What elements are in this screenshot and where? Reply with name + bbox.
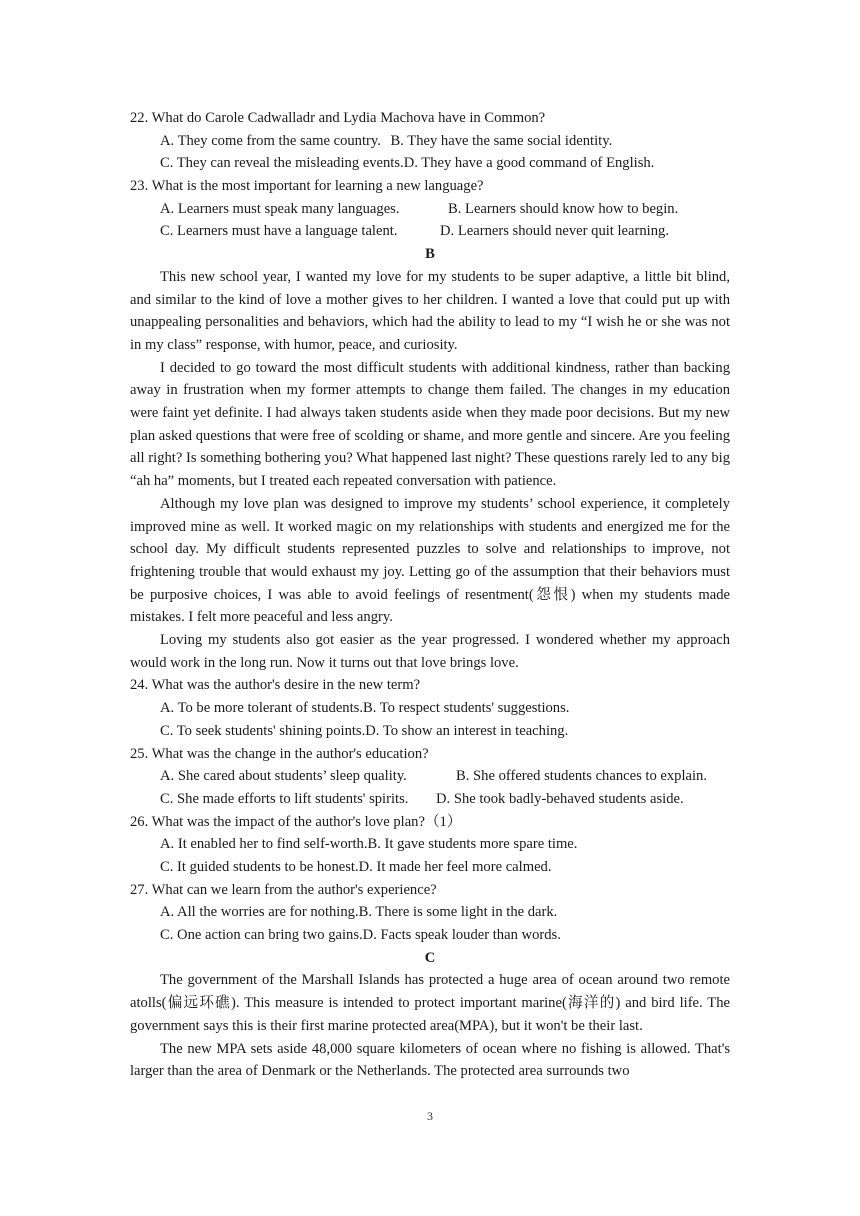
question-26-options-row-2 xyxy=(130,856,730,879)
question-25-option-c: C. She made efforts to lift students' spirits. xyxy=(160,790,409,807)
question-24-option-b: B. To respect students' suggestions. xyxy=(362,700,570,717)
question-23-option-a: A. Learners must speak many languages. xyxy=(160,200,400,217)
question-23-option-c: C. Learners must have a language talent. xyxy=(160,223,398,240)
question-27-option-b: B. There is some light in the dark. xyxy=(358,904,558,921)
question-25-options-row-1 xyxy=(130,765,730,788)
question-27-option-c: C. One action can bring two gains. xyxy=(160,927,363,944)
question-26-options-row-1 xyxy=(130,833,730,856)
question-24-option-a: A. To be more tolerant of students. xyxy=(160,700,363,717)
question-25-option-b: B. She offered students chances to explain. xyxy=(456,768,708,785)
question-23-options-row-2 xyxy=(130,220,730,243)
question-22-options-row-2 xyxy=(130,152,730,175)
question-24-options-row-2 xyxy=(130,720,730,743)
question-26-option-b: B. It gave students more spare time. xyxy=(367,836,578,853)
question-23-option-d: D. Learners should never quit learning. xyxy=(440,223,669,240)
page-number: 3 xyxy=(427,1109,433,1123)
passage-c-paragraph-1: The government of the Marshall Islands has protected a huge area of ocean around two remote atolls(偏远环礁). This measure is intended to protect important marine(海洋的) and bird life. The government says this is their first marine protected area(MPA), but it won't be their last. xyxy=(130,972,730,1034)
question-27-option-d: D. Facts speak louder than words. xyxy=(362,927,561,944)
question-25-stem: 25. What was the change in the author's education? xyxy=(130,745,429,762)
section-c-heading: C xyxy=(424,949,436,966)
question-23-options-row-1 xyxy=(130,198,730,221)
question-26-option-a: A. It enabled her to find self-worth. xyxy=(160,836,368,853)
question-24-stem: 24. What was the author's desire in the new term? xyxy=(130,677,421,694)
passage-c xyxy=(130,969,730,1083)
passage-b-paragraph-2: I decided to go toward the most difficult students with additional kindness, rather than backing away in frustration when my former attempts to change them failed. The changes in my education were faint yet definite. I had always taken students aside when they made poor decisions. But my new plan asked questions that were free of scolding or shame, and more gentle and sincere. Are you feeling all right? Is something bothering you? What happened last night? These questions rarely led to any big “ah ha” moments, but I treated each repeated conversation with patience. xyxy=(130,359,730,490)
page-content xyxy=(130,107,730,1083)
question-22-options-row-1 xyxy=(130,130,730,153)
question-22-option-b: B. They have the same social identity. xyxy=(390,132,613,149)
question-25-options-row-2 xyxy=(130,788,730,811)
question-22-option-d: D. They have a good command of English. xyxy=(403,155,655,172)
question-27-options-row-1 xyxy=(130,901,730,924)
question-26-stem: 26. What was the impact of the author's love plan?（1） xyxy=(130,813,462,830)
section-b-heading: B xyxy=(425,246,435,263)
question-22-stem: 22. What do Carole Cadwalladr and Lydia Machova have in Common? xyxy=(130,110,546,126)
question-26-option-d: D. It made her feel more calmed. xyxy=(358,858,552,875)
question-23-stem: 23. What is the most important for learning a new language? xyxy=(130,178,484,195)
question-24-option-d: D. To show an interest in teaching. xyxy=(365,722,569,739)
question-27-stem: 27. What can we learn from the author's experience? xyxy=(130,881,437,898)
passage-c-paragraph-2: The new MPA sets aside 48,000 square kilometers of ocean where no fishing is allowed. That's larger than the area of Denmark or the Netherlands. The protected area surrounds two xyxy=(130,1040,730,1080)
question-24-option-c: C. To seek students' shining points. xyxy=(160,722,366,739)
question-25-option-d: D. She took badly-behaved students aside. xyxy=(436,790,684,807)
question-25-option-a: A. She cared about students’ sleep quality. xyxy=(160,768,407,785)
question-22-option-a: A. They come from the same country. xyxy=(160,132,381,149)
passage-b-paragraph-1: This new school year, I wanted my love for my students to be super adaptive, a little bit blind, and similar to the kind of love a mother gives to her children. I wanted a love that could put up with unappealing personalities and behaviors, which had the ability to lead to my “I wish he or she was not in my class” response, with humor, peace, and curiosity. xyxy=(130,268,730,353)
question-23-option-b: B. Learners should know how to begin. xyxy=(448,200,679,217)
passage-b-paragraph-4: Loving my students also got easier as the year progressed. I wondered whether my approach would work in the long run. Now it turns out that love brings love. xyxy=(130,632,730,671)
question-27-options-row-2 xyxy=(130,924,730,947)
question-26-option-c: C. It guided students to be honest. xyxy=(160,858,359,875)
passage-b-paragraph-3: Although my love plan was designed to improve my students’ school experience, it completely improved mine as well. It worked magic on my relationships with students and energized me for the school day. My difficult students represented puzzles to solve and relationships to improve, not frightening trouble that would exhaust my joy. Letting go of the assumption that their behaviors must be purposive choices, I was able to avoid feelings of resentment(怨恨) when my students made mistakes. I felt more peaceful and less angry. xyxy=(130,495,730,626)
question-27-option-a: A. All the worries are for nothing. xyxy=(160,904,359,921)
passage-b xyxy=(130,266,730,675)
question-24-options-row-1 xyxy=(130,697,730,720)
question-22-option-c: C. They can reveal the misleading events. xyxy=(160,155,404,172)
